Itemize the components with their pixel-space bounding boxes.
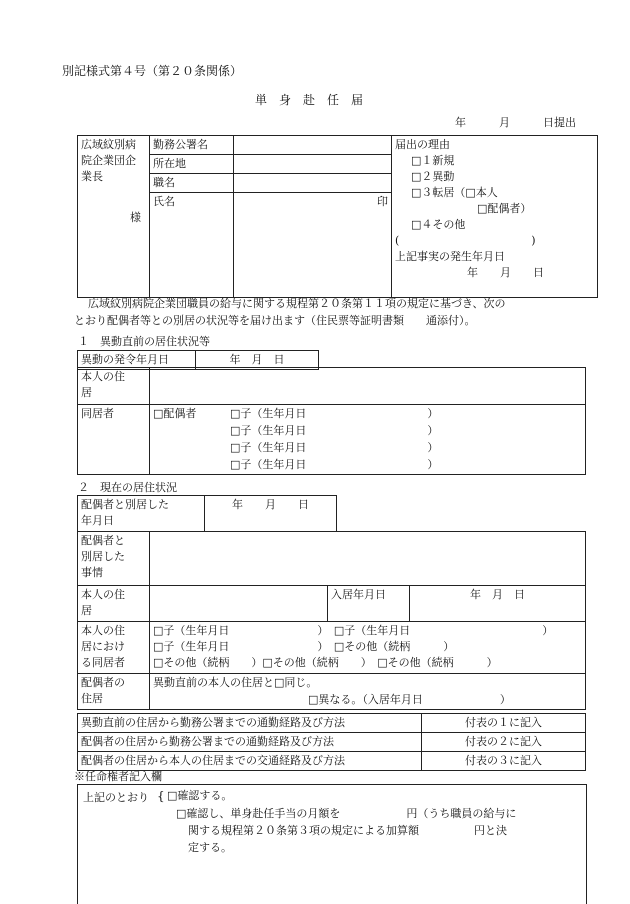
occurrence-date[interactable]: 年 月 日 <box>467 266 544 279</box>
addressee-cell: 広域紋別病 院企業団企 業長 様 <box>78 136 150 298</box>
appointer-box <box>77 784 587 904</box>
appointer-determine-checkbox[interactable]: □確認し、単身赴任手当の月額を 円（うち職員の給与に <box>176 807 517 820</box>
cohabitant-spouse-checkbox[interactable]: □配偶者 <box>153 407 197 420</box>
cohabitant-child-3[interactable]: □子（生年月日 ） <box>230 441 439 454</box>
self-cohabitant-row-1[interactable]: □子（生年月日 ） □子（生年月日 ） <box>153 624 554 637</box>
self-cohabitant-row-3[interactable]: □その他（続柄 ）□その他（続柄 ） □その他（続柄 ） <box>153 656 498 669</box>
prior-residence-field[interactable] <box>150 368 586 405</box>
prior-residence-table <box>77 367 586 475</box>
movein-label: 入居年月日 <box>328 586 410 622</box>
reason-other-detail[interactable]: ( ) <box>395 234 536 247</box>
appointer-confirm-checkbox[interactable]: □確認する。 <box>167 789 233 802</box>
spouse-residence-label: 配偶者の 住居 <box>78 674 150 710</box>
position-field[interactable] <box>234 174 392 193</box>
separation-reason-field[interactable] <box>150 532 586 586</box>
route-row-1-value: 付表の１に記入 <box>422 714 586 733</box>
self-cohabitant-label: 本人の住 居におけ る同居者 <box>78 622 150 674</box>
appointer-prefix: 上記のとおり <box>83 791 149 804</box>
order-date-value[interactable]: 年 月 日 <box>196 351 319 370</box>
reason-other-checkbox[interactable]: □４その他 <box>411 218 466 231</box>
intro-line-1: 広域紋別病院企業団職員の給与に関する規程第２０条第１１項の規定に基づき、次の <box>88 297 506 310</box>
submission-date: 年 月 日提出 <box>455 116 576 129</box>
self-cohabitant-cell <box>150 622 586 674</box>
position-label: 職名 <box>150 174 234 193</box>
self-residence-label: 本人の住 居 <box>78 586 150 622</box>
appointer-line-2: 関する規程第２０条第３項の規定による加算額 円と決 <box>188 824 507 837</box>
cohabitant-label: 同居者 <box>78 405 150 475</box>
movein-value[interactable]: 年 月 日 <box>410 586 586 622</box>
appointer-line-3: 定する。 <box>188 841 232 854</box>
appointer-heading: ※任命権者記入欄 <box>74 770 162 783</box>
route-row-1-label: 異動直前の住居から勤務公署までの通勤経路及び方法 <box>78 714 422 733</box>
route-row-2-value: 付表の２に記入 <box>422 733 586 752</box>
office-field[interactable] <box>234 136 392 155</box>
routes-table <box>77 713 586 771</box>
order-date-label: 異動の発令年月日 <box>78 351 196 370</box>
route-row-3-value: 付表の３に記入 <box>422 752 586 771</box>
route-row-2-label: 配偶者の住居から勤務公署までの通勤経路及び方法 <box>78 733 422 752</box>
location-field[interactable] <box>234 155 392 174</box>
reason-cell: 届出の理由 □１新規 □２異動 □３転居（□本人 □配偶者） □４その他 ( ) 上記事実の発生年月日 年 月 日 <box>392 136 598 298</box>
office-label: 勤務公署名 <box>150 136 234 155</box>
cohabitant-child-1[interactable]: □子（生年月日 ） <box>230 407 439 420</box>
reason-new-checkbox[interactable]: □１新規 <box>411 154 455 167</box>
spouse-residence-cell <box>150 674 586 710</box>
self-cohabitant-row-2[interactable]: □子（生年月日 ） □その他（続柄 ） <box>153 640 455 653</box>
cohabitant-cell <box>150 405 586 475</box>
bracket-mark: { <box>157 789 165 803</box>
spouse-residence-different[interactable]: □異なる。（入居年月日 ） <box>308 693 511 706</box>
reason-spouse-checkbox[interactable]: □配偶者） <box>477 202 532 215</box>
separation-date-label: 配偶者と別居した 年月日 <box>78 496 205 532</box>
route-row-3-label: 配偶者の住居から本人の住居までの交通経路及び方法 <box>78 752 422 771</box>
applicant-table <box>77 135 598 298</box>
separation-date-value[interactable]: 年 月 日 <box>205 496 337 532</box>
separation-reason-label: 配偶者と 別居した 事情 <box>78 532 150 586</box>
name-field[interactable] <box>234 193 392 298</box>
location-label: 所在地 <box>150 155 234 174</box>
separation-date-table <box>77 495 337 532</box>
reason-transfer-checkbox[interactable]: □２異動 <box>411 170 455 183</box>
prior-residence-label: 本人の住 居 <box>78 368 150 405</box>
cohabitant-child-2[interactable]: □子（生年月日 ） <box>230 424 439 437</box>
seal-mark: 印 <box>377 195 388 208</box>
name-label: 氏名 <box>150 193 234 298</box>
sama-label: 様 <box>130 211 141 224</box>
cohabitant-child-4[interactable]: □子（生年月日 ） <box>230 458 439 471</box>
intro-line-2: とおり配偶者等との別居の状況等を届け出ます（住民票等証明書類 通添付）。 <box>74 314 476 327</box>
spouse-residence-same[interactable]: 異動直前の本人の住居と□同じ。 <box>153 676 318 689</box>
form-number: 別記様式第４号（第２０条関係） <box>62 64 243 78</box>
current-status-table <box>77 531 586 710</box>
document-title: 単 身 赴 任 届 <box>255 93 364 107</box>
section1-heading: １ 異動直前の居住状況等 <box>78 335 210 348</box>
self-residence-field[interactable] <box>150 586 328 622</box>
reason-move-checkbox[interactable]: □３転居（□本人 <box>411 186 498 199</box>
section2-heading: ２ 現在の居住状況 <box>78 481 177 494</box>
